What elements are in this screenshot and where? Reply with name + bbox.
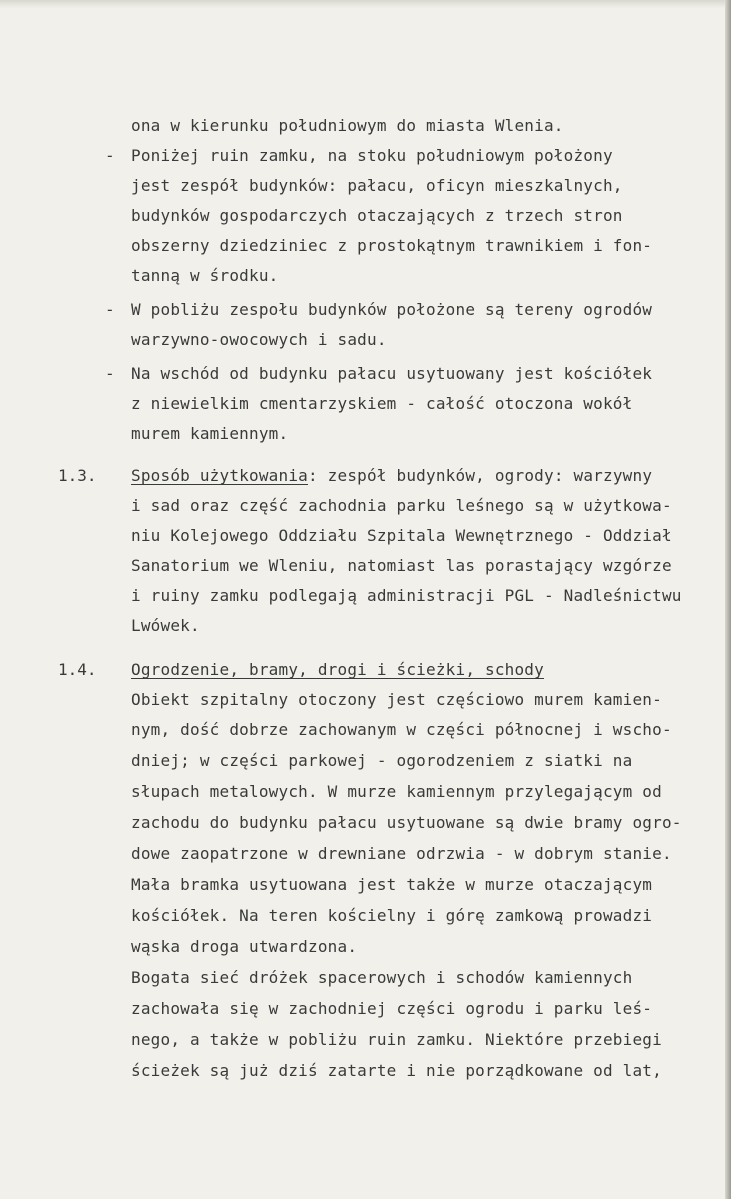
text-line: jest zespół budynków: pałacu, oficyn mieszkalnych,	[131, 176, 623, 195]
text-line: nego, a także w pobliżu ruin zamku. Niektóre przebiegi	[131, 1030, 662, 1049]
text-line: i ruiny zamku podlegają administracji PGL - Nadleśnictwu	[131, 586, 682, 605]
text-line: wąska droga utwardzona.	[131, 937, 358, 956]
text-line: i sad oraz część zachodnia parku leśnego są w użytkowa-	[131, 496, 672, 515]
section-heading: Sposób użytkowania	[131, 466, 308, 485]
text-line: budynków gospodarczych otaczających z trzech stron	[131, 206, 623, 225]
text-line: Obiekt szpitalny otoczony jest częściowo murem kamien-	[131, 690, 662, 709]
text-line: nym, dość dobrze zachowanym w części północnej i wscho-	[131, 720, 672, 739]
text-line: z niewielkim cmentarzyskiem - całość otoczona wokół	[131, 394, 633, 413]
page-top-shadow	[0, 0, 731, 8]
text-line: Lwówek.	[131, 616, 200, 635]
text-line: dniej; w części parkowej - ogorodzeniem z siatki na	[131, 751, 633, 770]
text-line: W pobliżu zespołu budynków położone są tereny ogrodów	[131, 300, 653, 319]
section-heading: Ogrodzenie, bramy, drogi i ścieżki, schody	[131, 660, 544, 679]
text-line: ona w kierunku południowym do miasta Wlenia.	[131, 116, 564, 135]
text-line: murem kamiennym.	[131, 424, 289, 443]
text-line: Mała bramka usytuowana jest także w murze otaczającym	[131, 875, 653, 894]
bullet-dash: -	[105, 146, 115, 165]
section-text: : zespół budynków, ogrody: warzywny	[308, 466, 653, 485]
text-line: Sanatorium we Wleniu, natomiast las porastający wzgórze	[131, 556, 672, 575]
text-line: niu Kolejowego Oddziału Szpitala Wewnętrznego - Oddział	[131, 526, 672, 545]
page-edge	[725, 0, 731, 1199]
section-first-line	[131, 466, 652, 486]
text-line: ścieżek są już dziś zatarte i nie porządkowane od lat,	[131, 1061, 662, 1080]
text-line: obszerny dziedziniec z prostokątnym trawnikiem i fon-	[131, 236, 653, 255]
text-line: Poniżej ruin zamku, na stoku południowym położony	[131, 146, 613, 165]
text-line: dowe zaopatrzone w drewniane odrzwia - w dobrym stanie.	[131, 844, 672, 863]
text-line: zachodu do budynku pałacu usytuowane są dwie bramy ogro-	[131, 813, 682, 832]
text-line: zachowała się w zachodniej części ogrodu i parku leś-	[131, 999, 653, 1018]
section-number: 1.3.	[58, 466, 97, 485]
text-line: kościółek. Na teren kościelny i górę zamkową prowadzi	[131, 906, 653, 925]
bullet-dash: -	[105, 300, 115, 319]
text-line: Na wschód od budynku pałacu usytuowany jest kościółek	[131, 364, 653, 383]
bullet-dash: -	[105, 364, 115, 383]
text-line: słupach metalowych. W murze kamiennym przylegającym od	[131, 782, 662, 801]
text-line: tanną w środku.	[131, 266, 279, 285]
text-line: Bogata sieć dróżek spacerowych i schodów kamiennych	[131, 968, 633, 987]
section-number: 1.4.	[58, 660, 97, 679]
text-line: warzywno-owocowych i sadu.	[131, 330, 387, 349]
